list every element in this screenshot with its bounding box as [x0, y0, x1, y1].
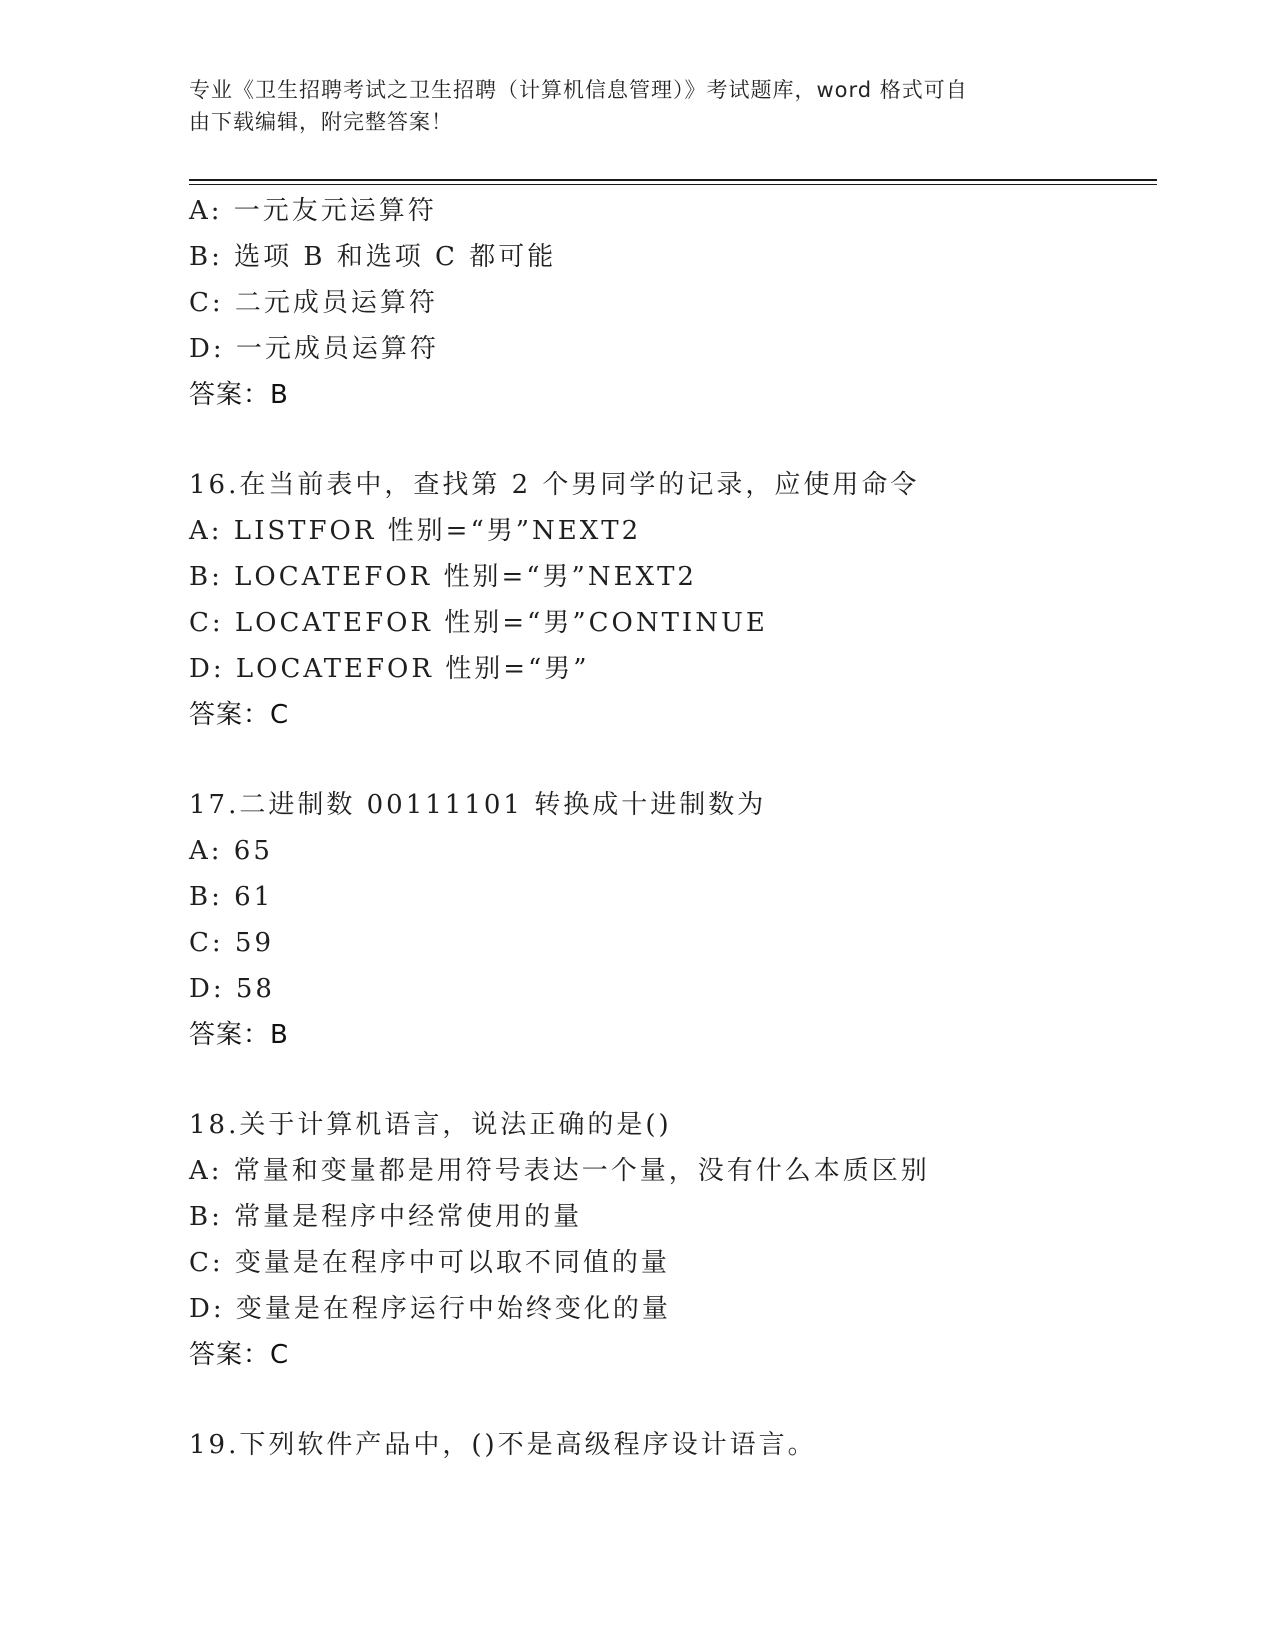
answer-line: 答案：B	[189, 380, 289, 410]
option-b: B: 常量是程序中经常使用的量	[189, 1202, 583, 1232]
spacer	[189, 418, 1157, 462]
option-c: C: LOCATEFOR 性别=“男”CONTINUE	[189, 608, 768, 638]
header-line-2: 由下载编辑，附完整答案！	[189, 110, 453, 134]
question-block-16	[189, 462, 1157, 738]
option-b: B: LOCATEFOR 性别=“男”NEXT2	[189, 562, 697, 592]
option-b: B: 61	[189, 882, 274, 912]
question-list	[189, 188, 1157, 1468]
option-c: C: 变量是在程序中可以取不同值的量	[189, 1248, 670, 1278]
answer-line: 答案：B	[189, 1020, 289, 1050]
option-c: C: 59	[189, 928, 275, 958]
option-d: D: LOCATEFOR 性别=“男”	[189, 654, 590, 684]
question-block-18	[189, 1102, 1157, 1378]
document-header	[189, 74, 1089, 138]
spacer	[189, 1058, 1157, 1102]
question-stem: 18.关于计算机语言，说法正确的是()	[189, 1110, 672, 1140]
answer-line: 答案：C	[189, 700, 290, 730]
answer-line: 答案：C	[189, 1340, 290, 1370]
option-d: D: 58	[189, 974, 275, 1004]
header-line-1: 专业《卫生招聘考试之卫生招聘（计算机信息管理）》考试题库，word 格式可自	[189, 78, 968, 102]
option-a: A: 一元友元运算符	[189, 196, 437, 226]
spacer	[189, 1378, 1157, 1422]
question-block-19	[189, 1422, 1157, 1468]
question-block-15	[189, 188, 1157, 418]
option-a: A: 65	[189, 836, 273, 866]
option-a: A: LISTFOR 性别=“男”NEXT2	[189, 516, 642, 546]
spacer	[189, 738, 1157, 782]
header-divider-thin	[189, 184, 1157, 185]
option-d: D: 变量是在程序运行中始终变化的量	[189, 1294, 671, 1324]
question-block-17	[189, 782, 1157, 1058]
option-a: A: 常量和变量都是用符号表达一个量，没有什么本质区别	[189, 1156, 930, 1186]
option-b: B: 选项 B 和选项 C 都可能	[189, 242, 557, 272]
option-d: D: 一元成员运算符	[189, 334, 439, 364]
question-stem: 17.二进制数 00111101 转换成十进制数为	[189, 790, 767, 820]
header-divider	[189, 179, 1157, 181]
question-stem: 19.下列软件产品中，()不是高级程序设计语言。	[189, 1430, 817, 1460]
question-stem: 16.在当前表中，查找第 2 个男同学的记录，应使用命令	[189, 470, 920, 500]
option-c: C: 二元成员运算符	[189, 288, 438, 318]
